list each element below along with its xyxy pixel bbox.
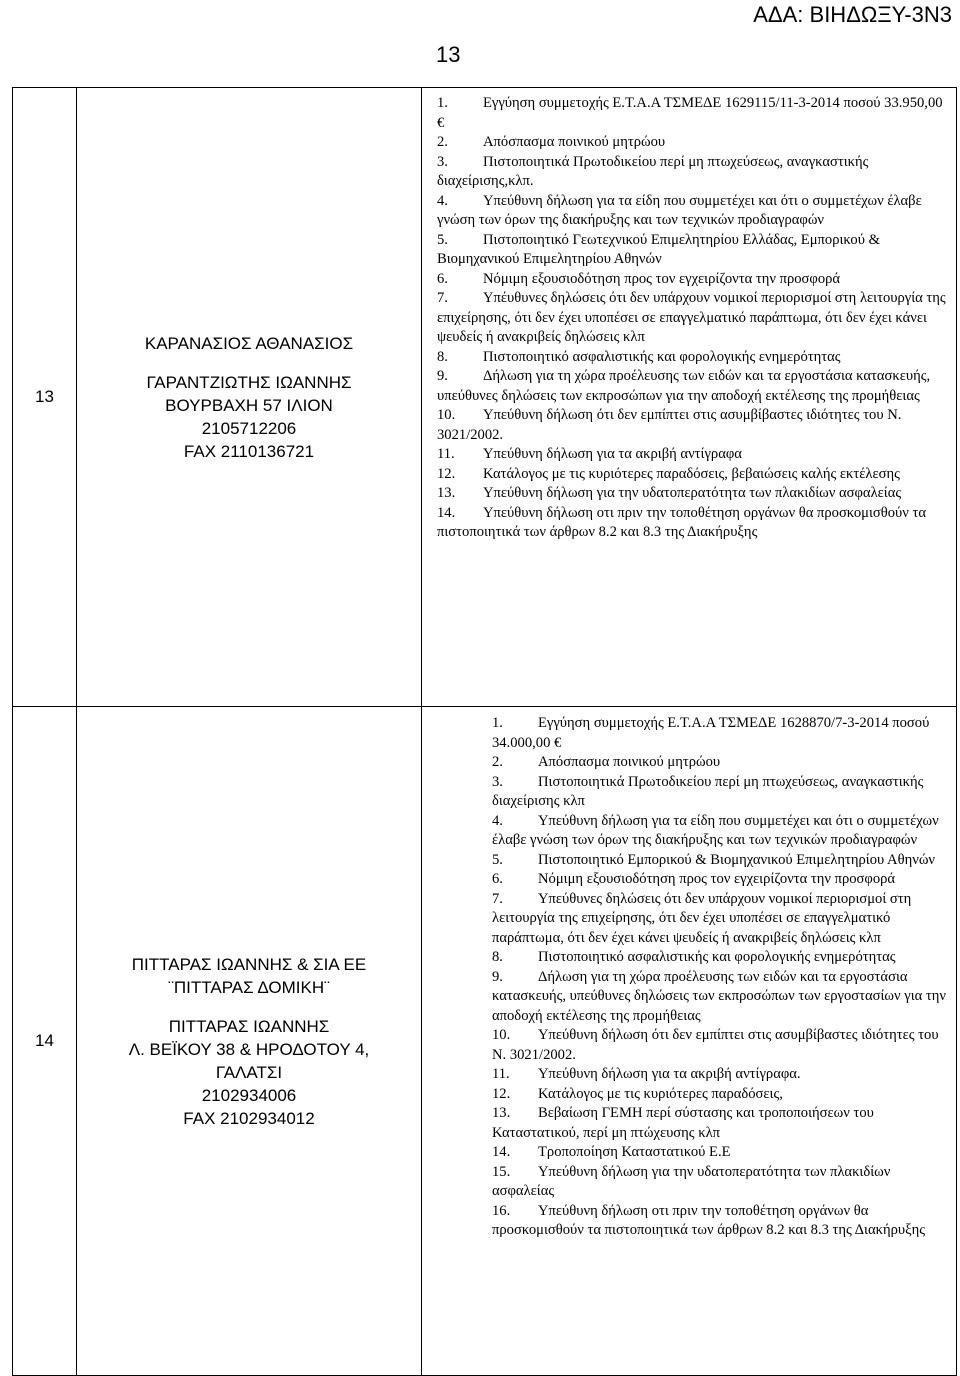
item-text: Υπεύθυνη δήλωση για τα είδη που συμμετέχει και ότι ο συμμετέχων έλαβε γνώση των όρων της διακήρυξης και των τεχνικών προδιαγραφών [492,812,939,848]
table-row [13,707,957,1376]
item-number: 12. [492,1085,511,1102]
list-item [492,851,948,871]
list-item [437,348,948,368]
item-text: Υπεύθυνη δήλωση για την υδατοπερατότητα των πλακιδίων ασφαλείας [492,1163,891,1199]
item-number: 4. [437,192,448,209]
list-item [492,773,948,812]
item-text: Πιστοποιητικά Πρωτοδικείου περί μη πτωχεύσεως, αναγκαστικής διαχείρισης,κλπ. [437,153,869,189]
contractor-line: 2105712206 [201,418,297,438]
row-number: 13 [35,387,54,406]
item-number: 14. [437,504,456,521]
item-text: Βεβαίωση ΓΕΜΗ περί σύστασης και τροποποιήσεων του Καταστατικού, περί μη πτώχευσης κλπ [492,1105,874,1141]
list-item [492,1202,948,1241]
list-item [437,465,948,485]
bidders-table [12,87,957,1376]
item-text: Εγγύηση συμμετοχής Ε.Τ.Α.Α ΤΣΜΕΔΕ 1629115/11-3-2014 ποσού 33.950,00 € [437,95,943,131]
item-number: 6. [492,871,503,887]
contractor-line: ΚΑΡΑΝΑΣΙΟΣ ΑΘΑΝΑΣΙΟΣ [144,333,354,353]
documents-list [422,707,956,1241]
item-number: 2. [437,134,448,150]
contractor-line: ΓΑΛΑΤΣΙ [215,1062,283,1082]
item-text: Υπεύθυνη δήλωση ότι δεν εμπίπτει στις ασυμβίβαστες ιδιότητες του Ν. 3021/2002. [492,1027,939,1063]
row-number-cell [13,88,77,707]
item-text: Υπεύθυνη δήλωση ότι δεν εμπίπτει στις ασυμβίβαστες ιδιότητες του Ν. 3021/2002. [437,407,902,443]
list-item [437,94,948,133]
list-item [437,367,948,406]
item-text: Νόμιμη εξουσιοδότηση προς τον εγχειρίζοντα την προσφορά [483,270,841,287]
list-item [437,484,948,504]
item-number: 2. [492,754,503,770]
list-item [492,1026,948,1065]
ada-code: ΑΔΑ: ΒΙΗΔΩΞΥ-3Ν3 [753,2,952,27]
contractor-line: ΓΑΡΑΝΤΖΙΩΤΗΣ ΙΩΑΝΝΗΣ [146,372,352,392]
item-number: 9. [492,968,503,985]
row-number: 14 [35,1031,54,1050]
contractor-line: FAX 2102934012 [183,1108,315,1128]
item-number: 13. [492,1105,511,1121]
contractor-line: ΒΟΥΡΒΑΧΗ 57 ΙΛΙΟΝ [165,395,333,415]
item-text: Υπεύθυνη δήλωση για τα ακριβή αντίγραφα. [538,1066,801,1082]
list-item [492,714,948,753]
contractor-line: FAX 2110136721 [183,441,315,461]
contractor-cell [77,88,422,707]
item-number: 10. [492,1027,511,1043]
item-number: 11. [492,1066,510,1082]
list-item [437,406,948,445]
table-row [13,88,957,707]
contractor-details [77,88,421,706]
item-number: 13. [437,485,456,501]
item-number: 11. [437,446,455,462]
item-number: 12. [437,465,456,482]
list-item [492,1143,948,1163]
item-text: Υπεύθυνη δήλωση οτι πριν την τοποθέτηση οργάνων θα προσκομισθούν τα πιστοποιητικά των άρθρων 8.2 και 8.3 της Διακήρυξης [492,1202,926,1238]
contractor-line: 2102934006 [201,1085,297,1105]
item-text: Πιστοποιητικό ασφαλιστικής και φορολογικής ενημερότητας [538,949,896,965]
item-number: 1. [492,715,503,731]
item-text: Νόμιμη εξουσιοδότηση προς τον εγχειρίζοντα την προσφορά [538,871,896,887]
item-number: 5. [492,851,503,868]
row-number-cell [13,707,77,1376]
contractor-line: ΠΙΤΤΑΡΑΣ ΙΩΑΝΝΗΣ [168,1016,330,1036]
contractor-line: Λ. ΒΕΪΚΟΥ 38 & ΗΡΟΔΟΤΟΥ 4, [128,1039,370,1059]
item-text: Πιστοποιητικό Εμπορικού & Βιομηχανικού Επιμελητηρίου Αθηνών [538,851,936,868]
list-item [437,445,948,465]
list-item [437,192,948,231]
item-text: Κατάλογος με τις κυριότερες παραδόσεις, βεβαιώσεις καλής εκτέλεσης [483,465,900,482]
item-number: 4. [492,812,503,829]
documents-cell [422,707,957,1376]
item-number: 8. [492,949,503,965]
item-text: Υπεύθυνες δηλώσεις ότι δεν υπάρχουν νομικοί περιορισμοί στη λειτουργία της επιχείρησης, ότι δεν έχει υποπέσει σε επαγγελματικό παράπτωμα, ότι δεν έχει κάνει ψευδείς ή ανακριβείς δηλώσεις κλπ [492,890,912,946]
contractor-cell [77,707,422,1376]
contractor-line: ¨ΠΙΤΤΑΡΑΣ ΔΟΜΙΚΗ¨ [168,977,330,997]
item-text: Υπεύθυνη δήλωση για την υδατοπερατότητα των πλακιδίων ασφαλείας [483,485,902,501]
list-item [492,753,948,773]
item-text: Δήλωση για τη χώρα προέλευσης των ειδών και τα εργοστάσια κατασκευής, υπεύθυνες δηλώσεις των εκπροσώπων των εργοστασίων για την αποδοχή εκτέλεσης της προμήθειας [492,968,947,1024]
item-number: 7. [437,290,448,306]
block-gap [77,355,421,371]
list-item [437,231,948,270]
item-number: 1. [437,95,448,111]
item-number: 5. [437,231,448,248]
item-text: Κατάλογος με τις κυριότερες παραδόσεις, [538,1085,783,1102]
list-item [492,1163,948,1202]
item-text: Υπέυθυνες δηλώσεις ότι δεν υπάρχουν νομικοί περιορισμοί στη λειτουργία της επιχείρησης, ότι δεν έχει υποπέσει σε επαγγελματικό παράπτωμα, ότι δεν έχει κάνει ψευδείς ή ανακριβείς δηλώσεις κλπ [437,290,946,345]
item-text: Υπεύθυνη δήλωση οτι πριν την τοποθέτηση οργάνων θα προσκομισθούν τα πιστοποιητικά των άρθρων 8.2 και 8.3 της Διακήρυξης [437,504,927,540]
item-number: 16. [492,1202,511,1219]
item-text: Δήλωση για τη χώρα προέλευσης των ειδών και τα εργοστάσια κατασκευής, υπεύθυνες δηλώσεις των εκπροσώπων για την αποδοχή εκτέλεσης της προμήθειας [437,368,931,404]
list-item [492,812,948,851]
page-number: 13 [436,42,461,67]
list-item [492,1065,948,1085]
item-text: Υπεύθυνη δήλωση για τα ακριβή αντίγραφα [483,446,742,462]
item-text: Πιστοποιητικά Πρωτοδικείου περί μη πτωχεύσεως, αναγκαστικής διαχείρισης κλπ [492,773,924,809]
item-number: 7. [492,890,503,907]
item-text: Υπεύθυνη δήλωση για τα είδη που συμμετέχει και ότι ο συμμετέχων έλαβε γνώση των όρων της διακήρυξης και των τεχνικών προδιαγραφών [437,192,922,228]
item-number: 3. [492,773,503,790]
list-item [492,890,948,949]
list-item [492,1085,948,1105]
item-number: 10. [437,407,456,423]
item-text: Τροποποίηση Καταστατικού Ε.Ε [538,1144,731,1160]
item-text: Απόσπασμα ποινικού μητρώου [483,134,666,150]
list-item [437,289,948,348]
item-number: 8. [437,348,448,365]
item-number: 9. [437,368,448,384]
item-text: Πιστοποιητικό Γεωτεχνικού Επιμελητηρίου Ελλάδας, Εμπορικού & Βιομηχανικού Επιμελητηρίου Αθηνών [437,231,880,267]
list-item [437,504,948,543]
list-item [492,1104,948,1143]
contractor-line: ΠΙΤΤΑΡΑΣ ΙΩΑΝΝΗΣ & ΣΙΑ ΕΕ [131,954,367,974]
list-item [492,968,948,1027]
item-text: Πιστοποιητικό ασφαλιστικής και φορολογικής ενημερότητας [483,348,841,365]
block-gap [77,999,421,1015]
item-number: 14. [492,1144,511,1160]
item-number: 3. [437,153,448,170]
list-item [492,948,948,968]
list-item [492,870,948,890]
list-item [437,153,948,192]
documents-list [422,88,956,543]
item-number: 15. [492,1163,511,1180]
list-item [437,133,948,153]
documents-cell [422,88,957,707]
item-text: Εγγύηση συμμετοχής Ε.Τ.Α.Α ΤΣΜΕΔΕ 1628870/7-3-2014 ποσού 34.000,00 € [492,715,930,751]
contractor-details [77,707,421,1375]
list-item [437,270,948,290]
item-text: Απόσπασμα ποινικού μητρώου [538,754,721,770]
item-number: 6. [437,270,448,287]
